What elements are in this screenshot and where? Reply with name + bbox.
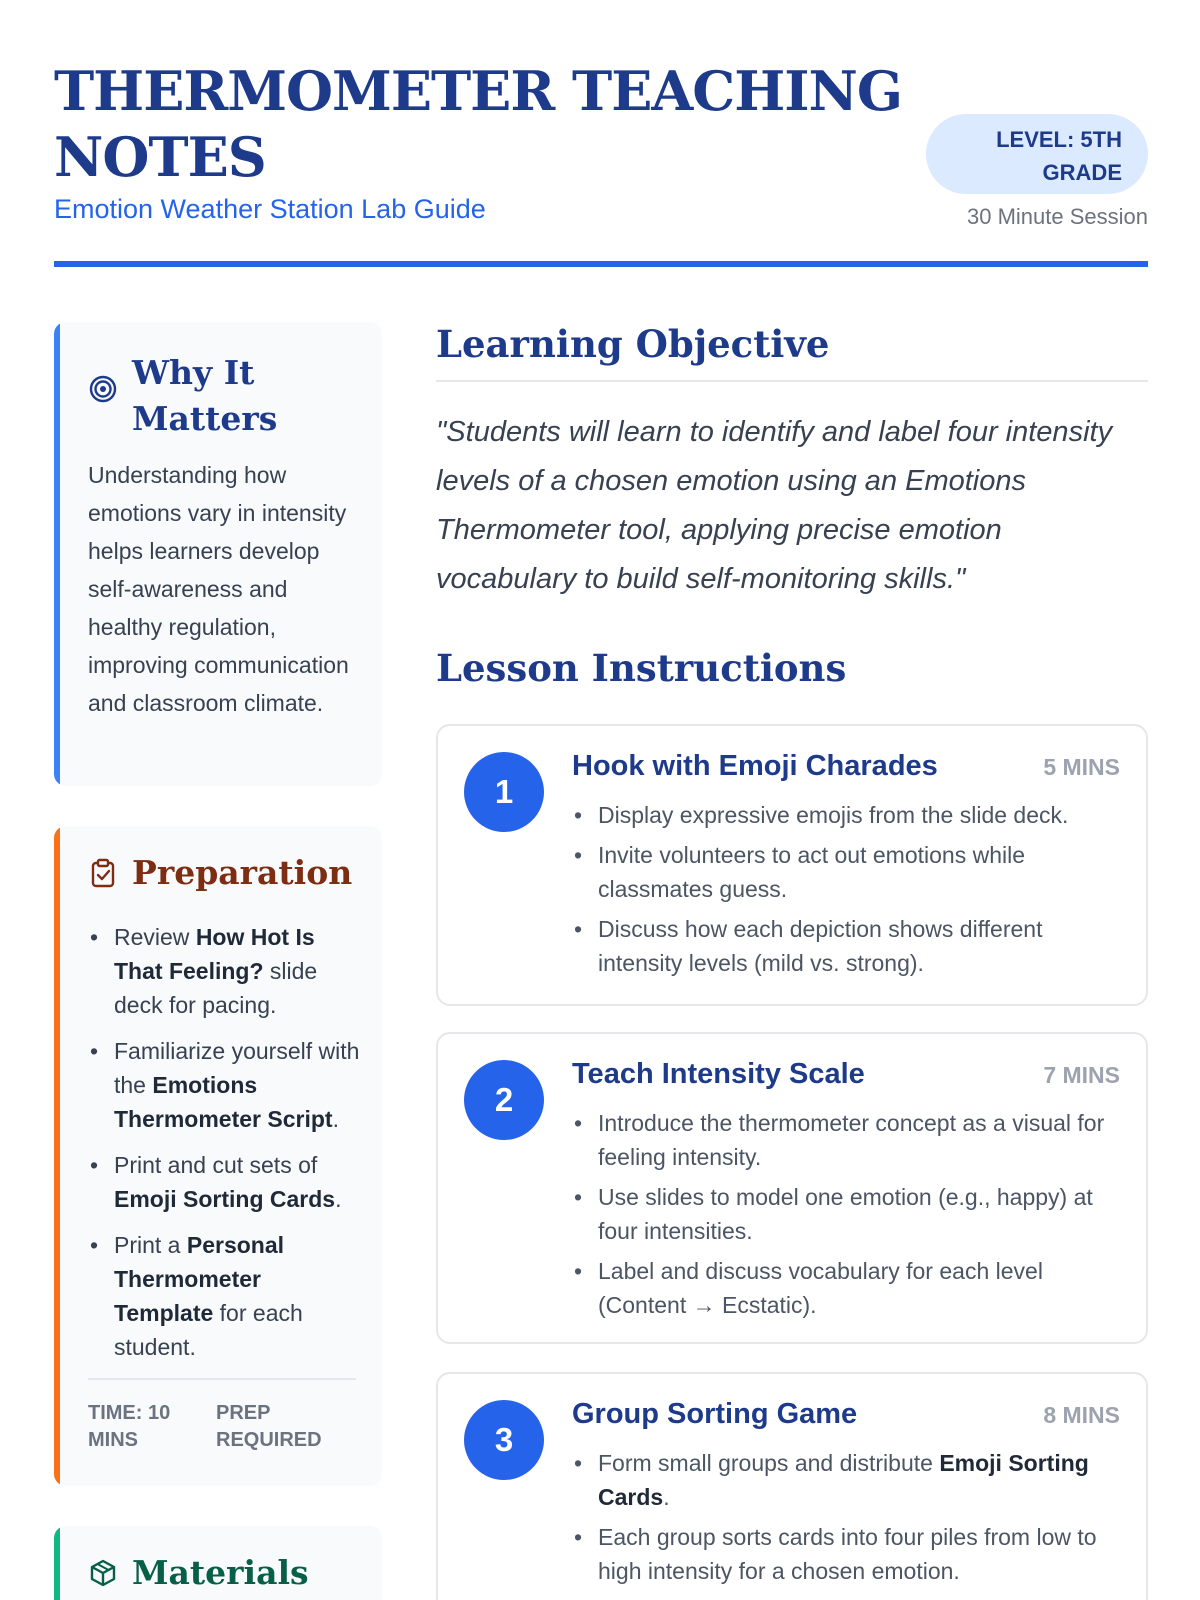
prep-time: TIME: 10 MINS	[88, 1402, 171, 1451]
preparation-list	[54, 920, 382, 1364]
list-item: • Label and discuss vocabulary for each level (Content → Ecstatic).	[572, 1254, 1120, 1322]
step-bullets	[572, 1106, 1120, 1328]
header-divider	[54, 261, 1148, 267]
session-duration: 30 Minute Session	[967, 204, 1148, 229]
step-number-badge: 3	[464, 1400, 544, 1480]
step-title: Group Sorting Game	[572, 1398, 858, 1430]
prep-required: PREP REQUIRED	[216, 1402, 322, 1451]
list-item: • Form small groups and distribute Emoji Sorting Cards.	[572, 1446, 1120, 1514]
list-item: • Familiarize yourself with the Emotions Thermometer Script.	[88, 1034, 360, 1136]
materials-card	[54, 1526, 382, 1600]
page-subtitle: Emotion Weather Station Lab Guide	[54, 194, 486, 224]
why-it-matters-card	[54, 322, 382, 786]
preparation-meta	[54, 1380, 382, 1454]
learning-objective-text: "Students will learn to identify and label four intensity levels of a chosen emotion using an Emotions Thermometer tool, applying precise emotion vocabulary to build self-monitoring skills."	[436, 416, 1113, 595]
target-icon	[88, 374, 118, 404]
step-bullets	[572, 798, 1120, 986]
lesson-step-2	[436, 1032, 1148, 1344]
step-bullets	[572, 1446, 1120, 1594]
list-item: • Review How Hot Is That Feeling? slide deck for pacing.	[88, 920, 360, 1022]
step-duration: 5 MINS	[1043, 754, 1120, 780]
list-item: • Use slides to model one emotion (e.g., happy) at four intensities.	[572, 1180, 1120, 1248]
preparation-title: Preparation	[132, 853, 353, 892]
step-duration: 7 MINS	[1043, 1062, 1120, 1088]
list-item: • Each group sorts cards into four piles from low to high intensity for a chosen emotion.	[572, 1520, 1120, 1588]
list-item: • Introduce the thermometer concept as a visual for feeling intensity.	[572, 1106, 1120, 1174]
list-item: • Display expressive emojis from the slide deck.	[572, 798, 1120, 832]
step-number-badge: 2	[464, 1060, 544, 1140]
step-title: Hook with Emoji Charades	[572, 750, 938, 782]
cube-icon	[88, 1558, 118, 1588]
objective-divider	[436, 380, 1148, 382]
list-item: • Discuss how each depiction shows different intensity levels (mild vs. strong).	[572, 912, 1120, 980]
lesson-step-3	[436, 1372, 1148, 1600]
preparation-card	[54, 826, 382, 1486]
step-duration: 8 MINS	[1043, 1402, 1120, 1428]
list-item: • Print a Personal Thermometer Template for each student.	[88, 1228, 360, 1364]
page-title: THERMOMETER TEACHING NOTES	[54, 59, 902, 189]
why-it-matters-text: Understanding how emotions vary in intensity helps learners develop self-awareness and healthy regulation, improving communication and classroom climate.	[88, 462, 349, 716]
step-title: Teach Intensity Scale	[572, 1058, 865, 1090]
level-badge: LEVEL: 5TH GRADE	[926, 114, 1148, 194]
list-item: • Print and cut sets of Emoji Sorting Cards.	[88, 1148, 360, 1216]
clipboard-check-icon	[88, 858, 118, 888]
why-it-matters-title: Why It Matters	[132, 353, 278, 438]
list-item: • Invite volunteers to act out emotions while classmates guess.	[572, 838, 1120, 906]
lesson-instructions-heading: Lesson Instructions	[436, 646, 847, 690]
learning-objective-heading: Learning Objective	[436, 322, 830, 366]
page-header	[54, 58, 1148, 268]
step-number-badge: 1	[464, 752, 544, 832]
lesson-step-1	[436, 724, 1148, 1006]
materials-title: Materials	[132, 1553, 309, 1592]
